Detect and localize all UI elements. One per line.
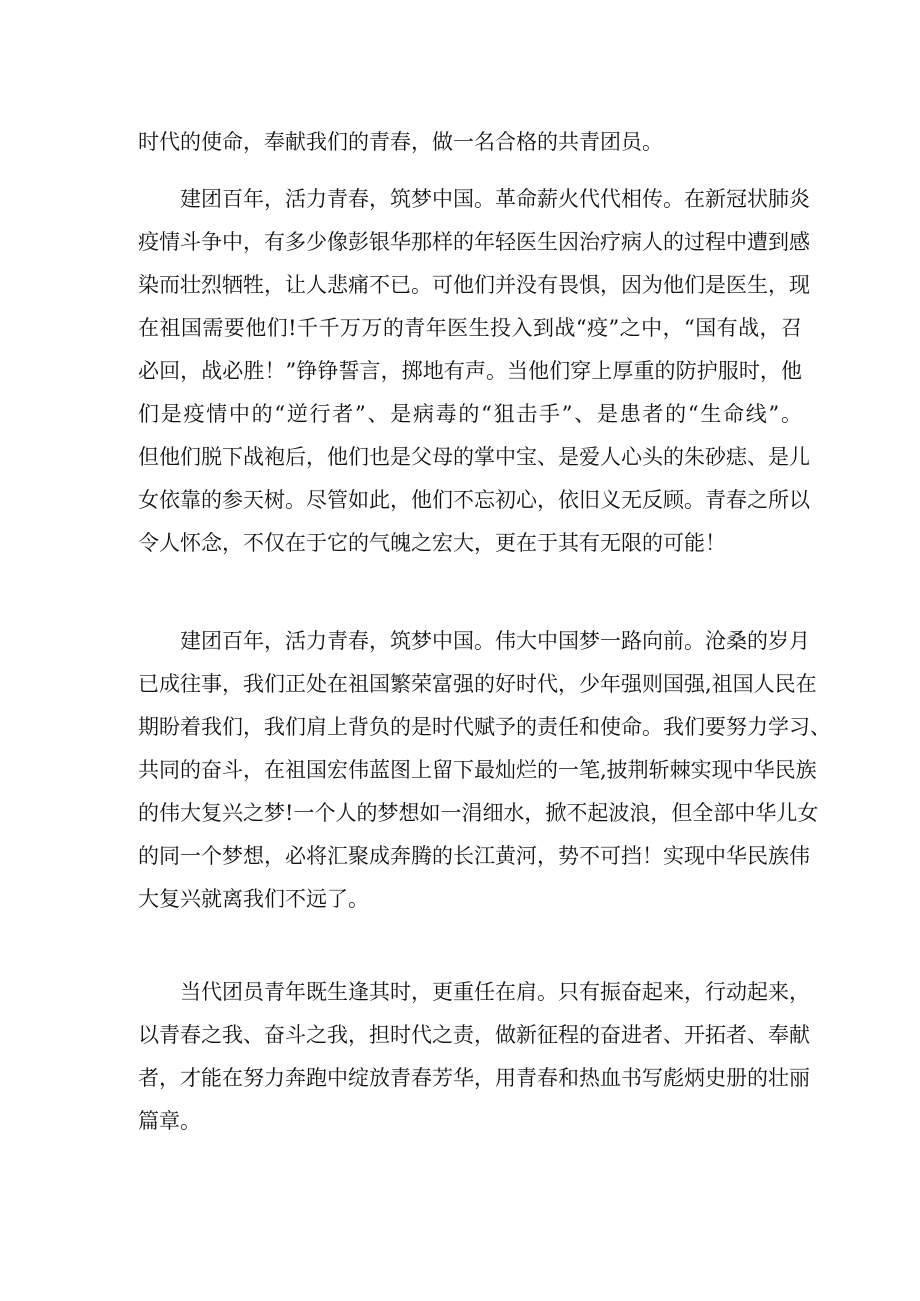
paragraph-3	[138, 620, 831, 921]
text-line: 们是疫情中的“逆行者”、是病毒的“狙击手”、是患者的“生命线”。	[138, 402, 802, 426]
text-line: 已成往事，我们正处在祖国繁荣富强的好时代，少年强则国强,祖国人民在	[138, 672, 817, 696]
text-line: 必回，战必胜！”铮铮誓言，掷地有声。当他们穿上厚重的防护服时，他	[138, 359, 802, 383]
text-line: 但他们脱下战袍后，他们也是父母的掌中宝、是爱人心头的朱砂痣、是儿	[138, 445, 810, 469]
text-line: 女依靠的参天树。尽管如此，他们不忘初心，依旧义无反顾。青春之所以	[138, 488, 810, 512]
text-line: 建团百年，活力青春，筑梦中国。伟大中国梦一路向前。沧桑的岁月	[180, 629, 810, 653]
text-line: 建团百年，活力青春，筑梦中国。革命薪火代代相传。在新冠状肺炎	[180, 187, 810, 211]
text-line: 共同的奋斗，在祖国宏伟蓝图上留下最灿烂的一笔,披荆斩棘实现中华民族	[138, 758, 817, 782]
text-line: 的伟大复兴之梦!一个人的梦想如一涓细水，掀不起波浪，但全部中华儿女	[138, 801, 819, 825]
text-line: 令人怀念，不仅在于它的气魄之宏大，更在于其有无限的可能！	[138, 531, 726, 555]
text-line: 染而壮烈牺牲，让人悲痛不已。可他们并没有畏惧，因为他们是医生，现	[138, 273, 810, 297]
text-line: 期盼着我们，我们肩上背负的是时代赋予的责任和使命。我们要努力学习、	[138, 715, 831, 739]
paragraph-2	[138, 178, 810, 565]
paragraph-4	[138, 971, 810, 1143]
text-line: 者，才能在努力奔跑中绽放青春芳华，用青春和热血书写彪炳史册的壮丽	[138, 1066, 810, 1090]
text-line: 大复兴就离我们不远了。	[138, 887, 369, 911]
text-line: 时代的使命，奉献我们的青春，做一名合格的共青团员。	[138, 130, 663, 154]
text-line: 当代团员青年既生逢其时，更重任在肩。只有振奋起来，行动起来，	[180, 980, 810, 1004]
text-line: 以青春之我、奋斗之我，担时代之责，做新征程的奋进者、开拓者、奉献	[138, 1023, 810, 1047]
text-line: 疫情斗争中，有多少像彭银华那样的年轻医生因治疗病人的过程中遭到感	[138, 230, 810, 254]
text-line: 在祖国需要他们!千千万万的青年医生投入到战“疫”之中，“国有战，召	[138, 316, 802, 340]
text-line: 篇章。	[138, 1109, 201, 1133]
text-line: 的同一个梦想，必将汇聚成奔腾的长江黄河，势不可挡！实现中华民族伟	[138, 844, 810, 868]
paragraph-1	[138, 121, 802, 164]
